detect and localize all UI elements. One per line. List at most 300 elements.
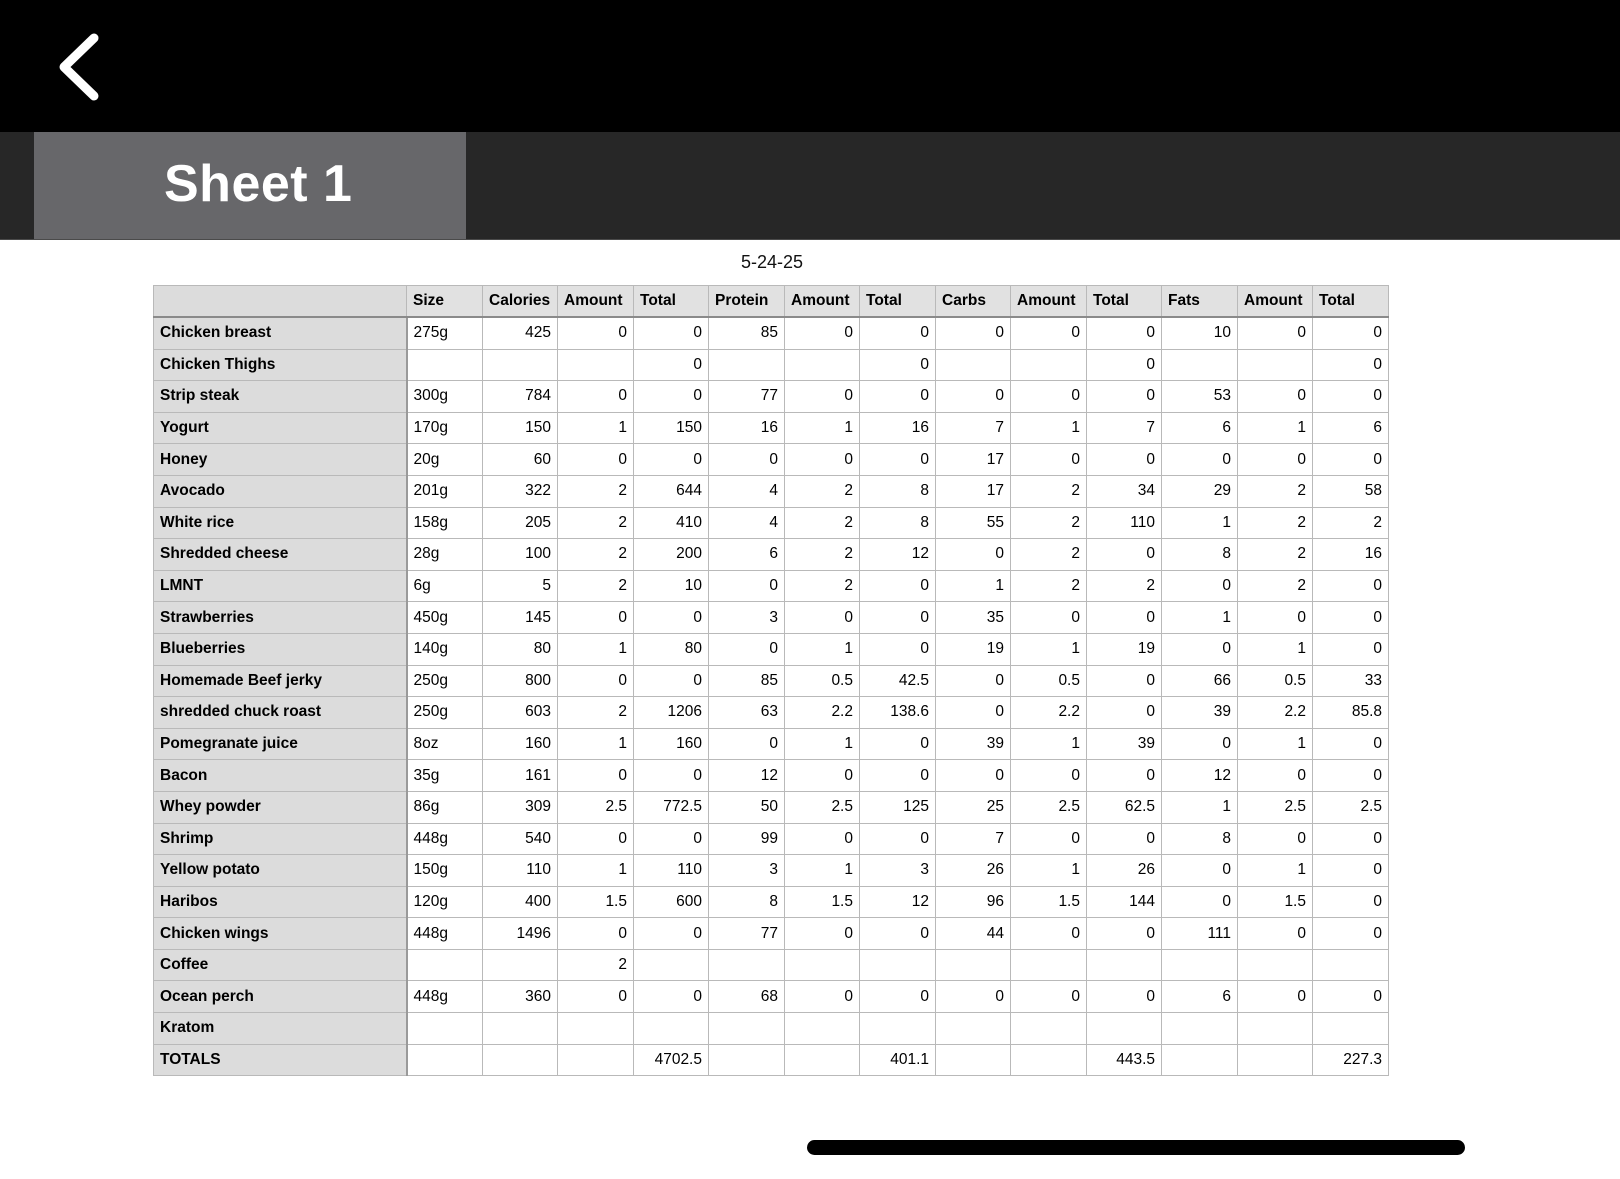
value-cell[interactable]: 0 [1313,381,1389,413]
value-cell[interactable]: 12 [709,760,785,792]
value-cell[interactable]: 0 [860,981,936,1013]
header-cell[interactable]: Amount [558,286,634,318]
value-cell[interactable]: 0 [1238,823,1313,855]
value-cell[interactable]: 144 [1087,886,1162,918]
value-cell[interactable]: 60 [483,444,558,476]
value-cell[interactable]: 0 [1238,444,1313,476]
value-cell[interactable]: 7 [936,823,1011,855]
value-cell[interactable]: 205 [483,507,558,539]
value-cell[interactable]: 17 [936,444,1011,476]
value-cell[interactable]: 0 [709,728,785,760]
value-cell[interactable]: 160 [483,728,558,760]
value-cell[interactable]: 3 [709,855,785,887]
value-cell[interactable]: 0 [860,760,936,792]
value-cell[interactable]: 85 [709,665,785,697]
value-cell[interactable]: 55 [936,507,1011,539]
value-cell[interactable]: 2.5 [785,791,860,823]
row-label-cell[interactable]: White rice [154,507,407,539]
value-cell[interactable] [709,349,785,381]
value-cell[interactable]: 2 [1313,507,1389,539]
value-cell[interactable]: 0 [1011,602,1087,634]
value-cell[interactable]: 0 [1238,918,1313,950]
value-cell[interactable]: 111 [1162,918,1238,950]
value-cell[interactable]: 26 [936,855,1011,887]
value-cell[interactable]: 0 [860,381,936,413]
value-cell[interactable] [1011,949,1087,981]
value-cell[interactable] [860,949,936,981]
size-cell[interactable]: 8oz [407,728,483,760]
value-cell[interactable]: 0 [1011,760,1087,792]
row-label-cell[interactable]: Chicken breast [154,317,407,349]
value-cell[interactable]: 0 [1238,381,1313,413]
value-cell[interactable]: 1 [1011,633,1087,665]
value-cell[interactable]: 3 [709,602,785,634]
value-cell[interactable] [1011,349,1087,381]
size-cell[interactable]: 201g [407,475,483,507]
value-cell[interactable]: 85 [709,317,785,349]
value-cell[interactable] [785,349,860,381]
value-cell[interactable]: 0 [634,918,709,950]
size-cell[interactable] [407,949,483,981]
value-cell[interactable] [1238,349,1313,381]
row-label-cell[interactable]: Homemade Beef jerky [154,665,407,697]
value-cell[interactable]: 8 [860,475,936,507]
value-cell[interactable]: 2.5 [1011,791,1087,823]
value-cell[interactable]: 2 [1011,539,1087,571]
value-cell[interactable]: 0 [1162,444,1238,476]
value-cell[interactable]: 0 [1162,728,1238,760]
value-cell[interactable]: 12 [860,539,936,571]
value-cell[interactable]: 34 [1087,475,1162,507]
value-cell[interactable]: 0 [558,381,634,413]
value-cell[interactable]: 772.5 [634,791,709,823]
value-cell[interactable]: 1206 [634,697,709,729]
header-cell[interactable]: Total [1087,286,1162,318]
value-cell[interactable]: 0 [785,317,860,349]
value-cell[interactable]: 0 [634,381,709,413]
value-cell[interactable]: 1 [785,412,860,444]
value-cell[interactable]: 44 [936,918,1011,950]
value-cell[interactable]: 39 [1087,728,1162,760]
row-label-cell[interactable]: Chicken Thighs [154,349,407,381]
value-cell[interactable]: 77 [709,918,785,950]
value-cell[interactable]: 800 [483,665,558,697]
value-cell[interactable]: 0 [558,602,634,634]
value-cell[interactable]: 1 [1162,791,1238,823]
value-cell[interactable]: 0 [936,697,1011,729]
value-cell[interactable]: 110 [483,855,558,887]
value-cell[interactable]: 4 [709,475,785,507]
value-cell[interactable]: 6 [1162,412,1238,444]
value-cell[interactable] [483,949,558,981]
value-cell[interactable]: 644 [634,475,709,507]
row-label-cell[interactable]: Yellow potato [154,855,407,887]
value-cell[interactable]: 0 [936,317,1011,349]
row-label-cell[interactable]: LMNT [154,570,407,602]
value-cell[interactable] [709,1013,785,1045]
value-cell[interactable]: 0 [709,444,785,476]
value-cell[interactable]: 1 [1162,507,1238,539]
value-cell[interactable]: 0 [1087,444,1162,476]
value-cell[interactable]: 1 [1011,412,1087,444]
value-cell[interactable]: 33 [1313,665,1389,697]
value-cell[interactable]: 0 [1087,381,1162,413]
value-cell[interactable] [860,1013,936,1045]
value-cell[interactable] [936,1044,1011,1076]
value-cell[interactable]: 200 [634,539,709,571]
value-cell[interactable] [1162,1044,1238,1076]
value-cell[interactable]: 145 [483,602,558,634]
value-cell[interactable]: 0 [1011,918,1087,950]
value-cell[interactable]: 4702.5 [634,1044,709,1076]
value-cell[interactable] [558,1013,634,1045]
value-cell[interactable]: 0 [558,317,634,349]
value-cell[interactable] [936,1013,1011,1045]
value-cell[interactable]: 1 [785,855,860,887]
value-cell[interactable]: 0 [1087,981,1162,1013]
value-cell[interactable] [1238,1044,1313,1076]
value-cell[interactable]: 10 [634,570,709,602]
header-cell[interactable]: Total [634,286,709,318]
size-cell[interactable]: 450g [407,602,483,634]
size-cell[interactable] [407,1044,483,1076]
value-cell[interactable]: 0 [1087,823,1162,855]
value-cell[interactable]: 2 [558,570,634,602]
value-cell[interactable]: 2 [558,697,634,729]
value-cell[interactable]: 35 [936,602,1011,634]
value-cell[interactable]: 0 [1313,823,1389,855]
value-cell[interactable] [483,1044,558,1076]
size-cell[interactable]: 28g [407,539,483,571]
value-cell[interactable]: 0 [1313,349,1389,381]
value-cell[interactable] [1011,1013,1087,1045]
row-label-cell[interactable]: Whey powder [154,791,407,823]
value-cell[interactable]: 1.5 [1238,886,1313,918]
value-cell[interactable] [1087,1013,1162,1045]
value-cell[interactable]: 0 [634,444,709,476]
header-cell[interactable]: Total [1313,286,1389,318]
header-cell[interactable]: Total [860,286,936,318]
value-cell[interactable]: 0 [936,981,1011,1013]
value-cell[interactable]: 0 [1313,602,1389,634]
value-cell[interactable] [1087,949,1162,981]
row-label-cell[interactable]: Strawberries [154,602,407,634]
value-cell[interactable]: 85.8 [1313,697,1389,729]
value-cell[interactable]: 0 [558,823,634,855]
row-label-cell[interactable]: Strip steak [154,381,407,413]
value-cell[interactable]: 600 [634,886,709,918]
value-cell[interactable] [785,1013,860,1045]
value-cell[interactable]: 6 [709,539,785,571]
value-cell[interactable] [1313,949,1389,981]
value-cell[interactable]: 1 [558,633,634,665]
size-cell[interactable]: 448g [407,981,483,1013]
value-cell[interactable]: 0 [1087,665,1162,697]
value-cell[interactable] [785,949,860,981]
value-cell[interactable]: 0 [1162,570,1238,602]
value-cell[interactable]: 66 [1162,665,1238,697]
header-cell[interactable]: Amount [1011,286,1087,318]
value-cell[interactable] [483,1013,558,1045]
value-cell[interactable] [936,349,1011,381]
value-cell[interactable]: 0 [1087,317,1162,349]
value-cell[interactable]: 0 [785,381,860,413]
value-cell[interactable]: 110 [634,855,709,887]
value-cell[interactable]: 227.3 [1313,1044,1389,1076]
header-cell[interactable]: Amount [1238,286,1313,318]
value-cell[interactable]: 42.5 [860,665,936,697]
value-cell[interactable]: 1 [785,633,860,665]
value-cell[interactable]: 1 [1238,412,1313,444]
value-cell[interactable] [558,349,634,381]
value-cell[interactable]: 1 [1162,602,1238,634]
value-cell[interactable]: 0 [1011,381,1087,413]
value-cell[interactable]: 2 [1238,507,1313,539]
value-cell[interactable]: 784 [483,381,558,413]
value-cell[interactable]: 160 [634,728,709,760]
value-cell[interactable]: 0 [1313,918,1389,950]
row-label-cell[interactable]: Honey [154,444,407,476]
value-cell[interactable]: 0 [558,760,634,792]
value-cell[interactable]: 1496 [483,918,558,950]
value-cell[interactable]: 0 [1162,886,1238,918]
value-cell[interactable]: 0 [1162,855,1238,887]
size-cell[interactable]: 20g [407,444,483,476]
value-cell[interactable]: 0 [1087,918,1162,950]
value-cell[interactable]: 2.5 [1238,791,1313,823]
size-cell[interactable]: 35g [407,760,483,792]
header-cell[interactable]: Carbs [936,286,1011,318]
size-cell[interactable]: 250g [407,697,483,729]
value-cell[interactable]: 80 [634,633,709,665]
value-cell[interactable]: 96 [936,886,1011,918]
value-cell[interactable]: 58 [1313,475,1389,507]
value-cell[interactable]: 0 [1011,317,1087,349]
value-cell[interactable]: 425 [483,317,558,349]
value-cell[interactable]: 8 [1162,823,1238,855]
value-cell[interactable]: 603 [483,697,558,729]
value-cell[interactable]: 1 [1238,633,1313,665]
value-cell[interactable]: 0 [709,570,785,602]
value-cell[interactable]: 1 [936,570,1011,602]
value-cell[interactable]: 99 [709,823,785,855]
value-cell[interactable]: 1 [1238,728,1313,760]
value-cell[interactable]: 2.2 [785,697,860,729]
value-cell[interactable]: 5 [483,570,558,602]
value-cell[interactable]: 1 [558,855,634,887]
value-cell[interactable]: 2.2 [1238,697,1313,729]
value-cell[interactable]: 8 [709,886,785,918]
size-cell[interactable]: 140g [407,633,483,665]
size-cell[interactable] [407,349,483,381]
value-cell[interactable]: 0 [860,570,936,602]
value-cell[interactable] [634,949,709,981]
row-label-cell[interactable]: Blueberries [154,633,407,665]
value-cell[interactable]: 400 [483,886,558,918]
header-cell[interactable]: Calories [483,286,558,318]
value-cell[interactable]: 0 [785,823,860,855]
value-cell[interactable]: 62.5 [1087,791,1162,823]
header-cell[interactable]: Protein [709,286,785,318]
value-cell[interactable]: 0 [634,823,709,855]
value-cell[interactable]: 2 [785,475,860,507]
value-cell[interactable]: 0 [634,760,709,792]
value-cell[interactable] [634,1013,709,1045]
value-cell[interactable]: 1.5 [1011,886,1087,918]
value-cell[interactable]: 2 [558,539,634,571]
value-cell[interactable]: 401.1 [860,1044,936,1076]
header-cell[interactable]: Amount [785,286,860,318]
value-cell[interactable]: 0 [1011,444,1087,476]
value-cell[interactable] [709,1044,785,1076]
value-cell[interactable]: 63 [709,697,785,729]
size-cell[interactable]: 150g [407,855,483,887]
value-cell[interactable]: 0 [1011,823,1087,855]
value-cell[interactable]: 0 [1313,981,1389,1013]
value-cell[interactable]: 26 [1087,855,1162,887]
value-cell[interactable]: 0 [634,317,709,349]
value-cell[interactable]: 50 [709,791,785,823]
value-cell[interactable]: 68 [709,981,785,1013]
value-cell[interactable]: 2 [785,570,860,602]
value-cell[interactable]: 8 [860,507,936,539]
value-cell[interactable]: 1 [1238,855,1313,887]
value-cell[interactable]: 80 [483,633,558,665]
row-label-cell[interactable]: Ocean perch [154,981,407,1013]
back-button[interactable] [52,30,112,104]
value-cell[interactable]: 2 [785,539,860,571]
value-cell[interactable]: 19 [1087,633,1162,665]
value-cell[interactable]: 0 [936,381,1011,413]
value-cell[interactable]: 0 [634,981,709,1013]
size-cell[interactable]: 448g [407,918,483,950]
value-cell[interactable]: 2 [1087,570,1162,602]
value-cell[interactable]: 0 [558,981,634,1013]
value-cell[interactable]: 0 [1238,981,1313,1013]
value-cell[interactable]: 0 [1087,602,1162,634]
row-label-cell[interactable]: Shrimp [154,823,407,855]
size-cell[interactable]: 275g [407,317,483,349]
size-cell[interactable]: 158g [407,507,483,539]
value-cell[interactable]: 7 [936,412,1011,444]
value-cell[interactable]: 2.5 [558,791,634,823]
value-cell[interactable]: 443.5 [1087,1044,1162,1076]
value-cell[interactable]: 19 [936,633,1011,665]
value-cell[interactable]: 7 [1087,412,1162,444]
value-cell[interactable]: 0 [1087,760,1162,792]
value-cell[interactable]: 0 [785,444,860,476]
value-cell[interactable] [483,349,558,381]
value-cell[interactable]: 0 [1313,886,1389,918]
value-cell[interactable]: 0 [860,728,936,760]
value-cell[interactable]: 4 [709,507,785,539]
value-cell[interactable]: 2 [1011,507,1087,539]
header-cell[interactable]: Size [407,286,483,318]
size-cell[interactable]: 6g [407,570,483,602]
value-cell[interactable]: 2 [1238,475,1313,507]
row-label-cell[interactable]: shredded chuck roast [154,697,407,729]
value-cell[interactable]: 0 [785,981,860,1013]
value-cell[interactable]: 100 [483,539,558,571]
size-cell[interactable]: 86g [407,791,483,823]
value-cell[interactable]: 6 [1313,412,1389,444]
value-cell[interactable]: 2 [1238,570,1313,602]
value-cell[interactable] [1313,1013,1389,1045]
value-cell[interactable]: 6 [1162,981,1238,1013]
value-cell[interactable]: 1 [785,728,860,760]
value-cell[interactable]: 0 [936,760,1011,792]
row-label-cell[interactable]: Chicken wings [154,918,407,950]
value-cell[interactable]: 3 [860,855,936,887]
value-cell[interactable]: 0 [1087,349,1162,381]
value-cell[interactable] [1162,349,1238,381]
value-cell[interactable]: 1.5 [785,886,860,918]
row-label-cell[interactable]: Kratom [154,1013,407,1045]
row-label-cell[interactable]: Bacon [154,760,407,792]
value-cell[interactable]: 2.5 [1313,791,1389,823]
row-label-cell[interactable]: Pomegranate juice [154,728,407,760]
value-cell[interactable] [1162,949,1238,981]
value-cell[interactable]: 0 [1313,728,1389,760]
value-cell[interactable]: 161 [483,760,558,792]
value-cell[interactable]: 0 [558,918,634,950]
value-cell[interactable] [558,1044,634,1076]
value-cell[interactable]: 2 [785,507,860,539]
value-cell[interactable] [1238,1013,1313,1045]
value-cell[interactable] [1162,1013,1238,1045]
value-cell[interactable]: 0 [860,317,936,349]
value-cell[interactable]: 410 [634,507,709,539]
value-cell[interactable]: 2 [558,949,634,981]
value-cell[interactable]: 0 [634,665,709,697]
value-cell[interactable]: 1 [558,412,634,444]
tab-sheet-1[interactable] [34,132,466,239]
value-cell[interactable]: 25 [936,791,1011,823]
value-cell[interactable]: 0 [1313,633,1389,665]
value-cell[interactable]: 0 [709,633,785,665]
value-cell[interactable]: 0 [1313,444,1389,476]
value-cell[interactable]: 110 [1087,507,1162,539]
value-cell[interactable]: 0 [860,444,936,476]
value-cell[interactable]: 0.5 [785,665,860,697]
header-cell-corner[interactable] [154,286,407,318]
value-cell[interactable]: 16 [709,412,785,444]
value-cell[interactable]: 309 [483,791,558,823]
value-cell[interactable]: 0 [1087,539,1162,571]
value-cell[interactable]: 0.5 [1011,665,1087,697]
value-cell[interactable]: 540 [483,823,558,855]
value-cell[interactable]: 0 [634,349,709,381]
value-cell[interactable]: 2.2 [1011,697,1087,729]
size-cell[interactable]: 170g [407,412,483,444]
value-cell[interactable]: 0 [785,760,860,792]
value-cell[interactable]: 2 [558,507,634,539]
row-label-cell[interactable]: Coffee [154,949,407,981]
value-cell[interactable]: 29 [1162,475,1238,507]
value-cell[interactable] [1238,949,1313,981]
value-cell[interactable]: 138.6 [860,697,936,729]
value-cell[interactable]: 0 [558,444,634,476]
value-cell[interactable]: 0 [1238,602,1313,634]
value-cell[interactable]: 0 [1087,697,1162,729]
value-cell[interactable]: 150 [483,412,558,444]
value-cell[interactable]: 77 [709,381,785,413]
value-cell[interactable]: 10 [1162,317,1238,349]
value-cell[interactable]: 0 [634,602,709,634]
value-cell[interactable]: 1 [558,728,634,760]
size-cell[interactable] [407,1013,483,1045]
value-cell[interactable] [936,949,1011,981]
